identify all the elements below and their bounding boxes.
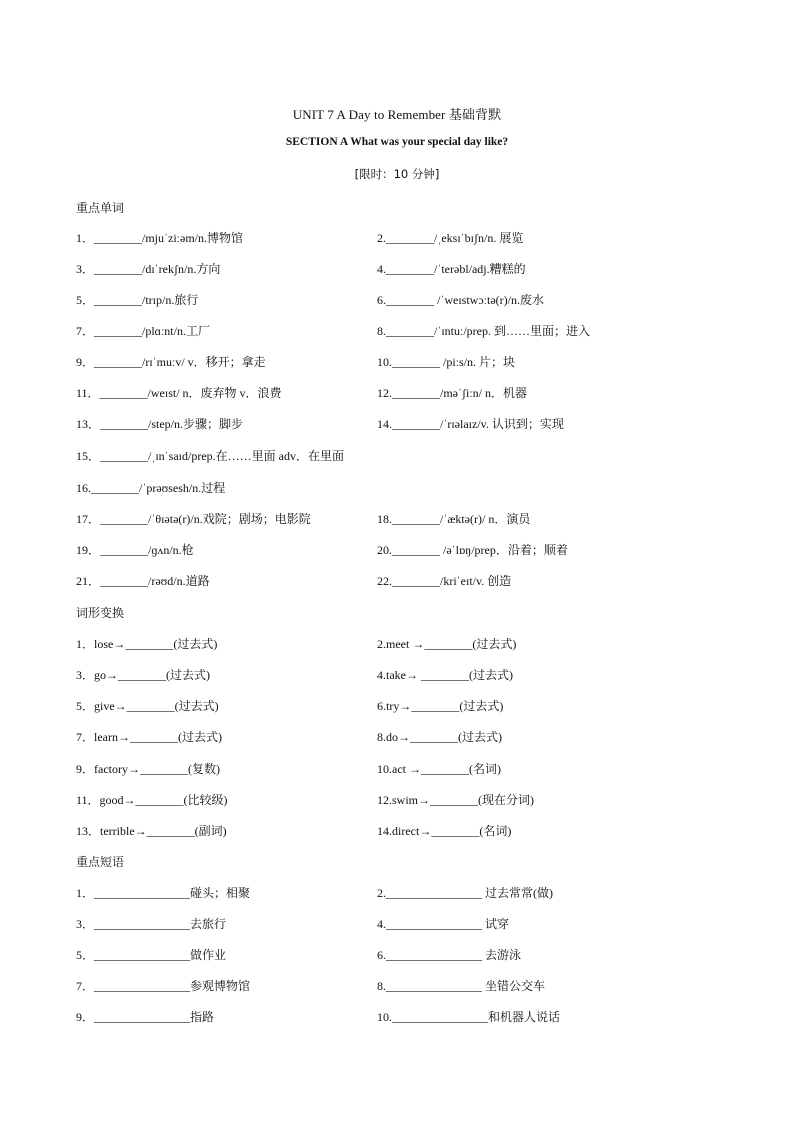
vocab-item: 3．________/dɪˈrekʃn/n.方向 xyxy=(76,262,221,276)
form-item: 7．learn→________(过去式) xyxy=(76,730,222,744)
vocab-item: 16.________/ˈprəʊsesh/n.过程 xyxy=(76,481,226,495)
vocab-item: 13．________/step/n.步骤；脚步 xyxy=(76,417,243,431)
form-item: 4.take→ ________(过去式) xyxy=(377,668,513,682)
vocab-item: 22.________/kriˈeɪt/v. 创造 xyxy=(377,574,512,588)
phrase-item: 8.________________ 坐错公交车 xyxy=(377,979,546,993)
vocab-item: 5．________/trɪp/n.旅行 xyxy=(76,293,199,307)
form-item: 5．give→________(过去式) xyxy=(76,699,219,713)
form-item: 3．go→________(过去式) xyxy=(76,668,210,682)
form-item: 2.meet →________(过去式) xyxy=(377,637,517,651)
vocab-item: 17．________/ˈθɪətə(r)/n.戏院；剧场；电影院 xyxy=(76,512,311,526)
phrases-heading: 重点短语 xyxy=(76,855,125,869)
phrase-item: 2.________________ 过去常常(做) xyxy=(377,886,553,900)
vocab-item: 1．________/mjuˈziːəm/n.博物馆 xyxy=(76,231,243,245)
page-title: UNIT 7 A Day to Remember 基础背默 xyxy=(292,107,502,122)
vocab-heading: 重点单词 xyxy=(76,201,125,215)
vocab-item: 21．________/rəʊd/n.道路 xyxy=(76,574,210,588)
phrase-item: 1．________________碰头；相聚 xyxy=(76,886,251,900)
vocab-item: 14.________/ˈrɪəlaɪz/v. 认识到；实现 xyxy=(377,417,564,431)
phrase-item: 9．________________指路 xyxy=(76,1010,215,1024)
vocab-item: 10.________ /piːs/n. 片；块 xyxy=(377,355,516,369)
vocab-item: 4.________/ˈterəbl/adj.糟糕的 xyxy=(377,262,526,276)
form-item: 13．terrible→________(副词) xyxy=(76,824,227,838)
vocab-item: 12.________/məˈʃiːn/ n．机器 xyxy=(377,386,527,400)
forms-heading: 词形变换 xyxy=(76,606,125,620)
phrase-item: 6.________________ 去游泳 xyxy=(377,948,522,962)
phrase-item: 10.________________和机器人说话 xyxy=(377,1010,561,1024)
form-item: 9．factory→________(复数) xyxy=(76,762,220,776)
time-limit: [限时：10 分钟] xyxy=(354,167,440,181)
vocab-item: 2.________/ˌeksɪˈbɪʃn/n. 展览 xyxy=(377,231,524,245)
vocab-item: 15．________/ˌɪnˈsaɪd/prep.在……里面 adv．在里面 xyxy=(76,449,344,463)
form-item: 8.do→________(过去式) xyxy=(377,730,502,744)
vocab-item: 9．________/rɪˈmuːv/ v．移开；拿走 xyxy=(76,355,266,369)
phrase-item: 5．________________做作业 xyxy=(76,948,227,962)
phrase-item: 4.________________ 试穿 xyxy=(377,917,510,931)
form-item: 14.direct→________(名词) xyxy=(377,824,512,838)
form-item: 12.swim→________(现在分词) xyxy=(377,793,534,807)
vocab-item: 7．________/plɑːnt/n.工厂 xyxy=(76,324,210,338)
phrase-item: 3．________________去旅行 xyxy=(76,917,227,931)
section-subtitle: SECTION A What was your special day like? xyxy=(285,136,509,148)
vocab-item: 6.________ /ˈweɪstwɔːtə(r)/n.废水 xyxy=(377,293,544,307)
form-item: 6.try→________(过去式) xyxy=(377,699,504,713)
phrase-item: 7．________________参观博物馆 xyxy=(76,979,251,993)
form-item: 11．good→________(比较级) xyxy=(76,793,228,807)
vocab-item: 20.________ /əˈlɒŋ/prep．沿着；顺着 xyxy=(377,543,568,557)
vocab-item: 19．________/ɡʌn/n.枪 xyxy=(76,543,194,557)
form-item: 10.act →________(名词) xyxy=(377,762,501,776)
vocab-item: 11．________/weɪst/ n．废弃物 v．浪费 xyxy=(76,386,282,400)
form-item: 1．lose→________(过去式) xyxy=(76,637,218,651)
vocab-item: 8.________/ˈɪntuː/prep. 到……里面；进入 xyxy=(377,324,590,338)
vocab-item: 18.________/ˈæktə(r)/ n．演员 xyxy=(377,512,531,526)
